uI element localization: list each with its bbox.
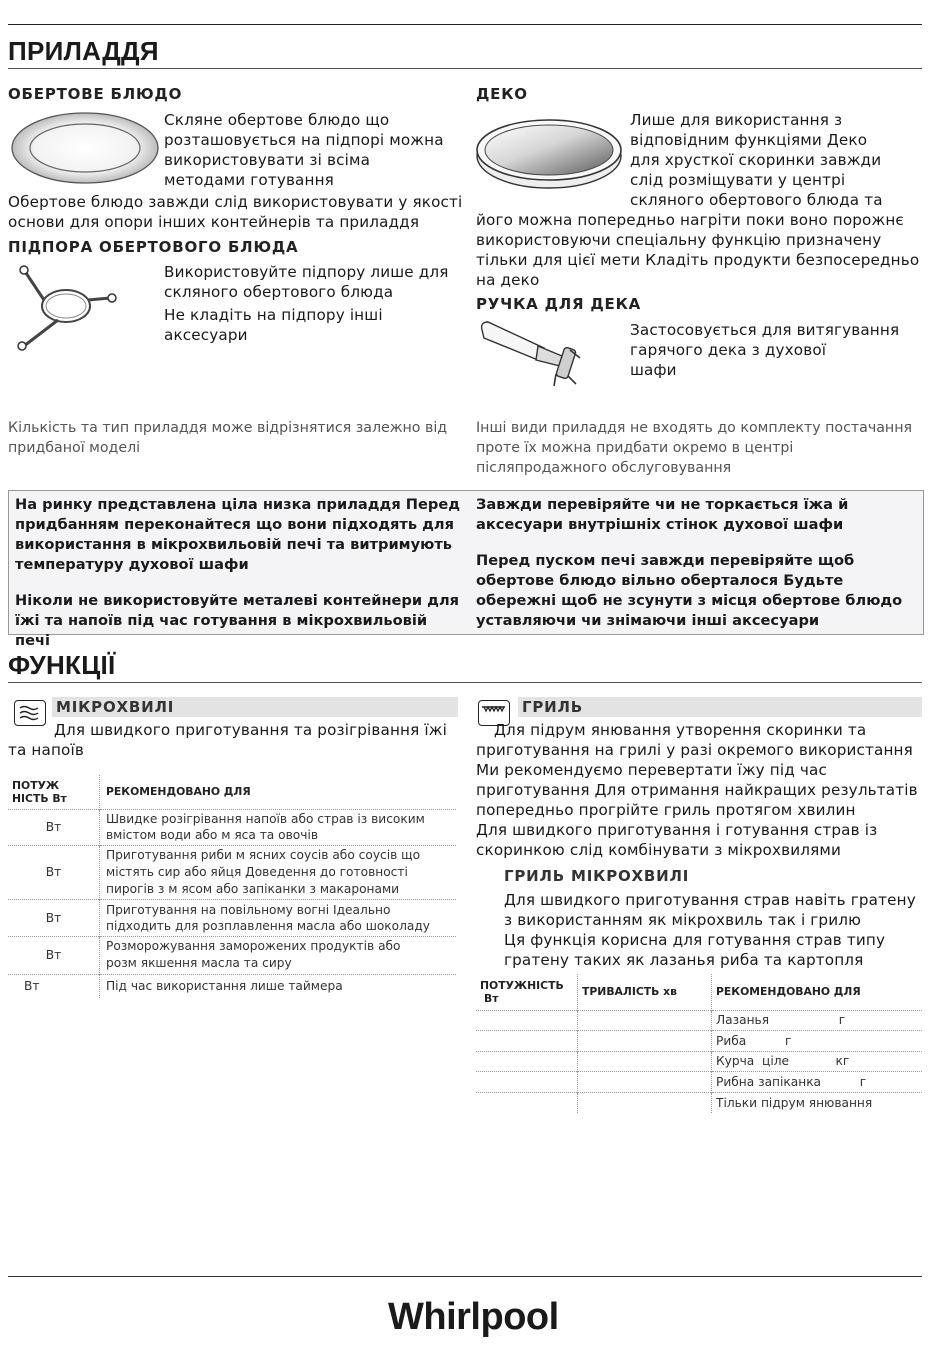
handle-heading: РУЧКА ДЛЯ ДЕКА: [476, 295, 642, 313]
table-row: Курча ціле кг: [476, 1051, 922, 1072]
turntable-support-image: [10, 260, 122, 352]
turntable-image: [10, 111, 160, 185]
section-rule: [8, 68, 922, 69]
warning-right: Завжди перевіряйте чи не торкається їжа й аксесуари внутрішніх стінок духової шафи Перед пуском печі завжди перевіряйте щоб обертове блюдо вільно оберталося Будьте обережні щоб не зсунути з місця обертове блюдо уставляючи чи знімаючи інші аксесуари: [476, 496, 903, 629]
column-header-power: ПОТУЖНІСТЬ Вт: [480, 978, 564, 1005]
note-left: Кількість та тип приладдя може відрізнятися залежно від придбаної моделі: [8, 420, 448, 456]
turntable-text-below: Обертове блюдо завжди слід використовувати у якості основи для опори інших контейнерів та приладдя: [8, 193, 463, 231]
top-rule: [8, 24, 922, 25]
grill-combo-table: [476, 974, 922, 1113]
grill-text: Для підрум янювання утворення скоринки та приготування на грилі у разі окремого використання Ми рекомендуємо перевертати їжу під час приготування Для отримання найкращих результатів попередньо прогрійте гриль протягом хвилин Для швидкого приготування і готування страв із скоринкою слід комбінувати з мікрохвилями: [476, 721, 918, 859]
footer-rule: [8, 1276, 922, 1277]
table-row: Риба г: [476, 1031, 922, 1052]
tray-handle-image: [478, 318, 588, 390]
column-header-recommended: РЕКОМЕНДОВАНО ДЛЯ: [712, 974, 923, 1010]
grill-heading: ГРИЛЬ: [518, 697, 922, 717]
table-row: Лазанья г: [476, 1010, 922, 1031]
crisp-tray-image: [474, 112, 624, 192]
table-row: Тільки підрум янювання: [476, 1092, 922, 1113]
column-header-power: ПОТУЖ НІСТЬ Вт: [12, 778, 67, 805]
warning-left: На ринку представлена ціла низка приладдя Перед придбанням переконайтеся що вони підходять для використання в мікрохвильовій печі та витримують температуру духової шафи Ніколи не використовуйте металеві контейнери для їжі та напоїв під час готування в мікрохвильовій печі: [15, 496, 461, 649]
warning-box: [8, 490, 924, 649]
table-row: Вт Приготування риби м ясних соусів або соусів що містять сир або яйця Доведення до готовності пирогів з м ясом або запіканки з макаронами: [8, 845, 456, 899]
microwave-heading: МІКРОХВИЛІ: [52, 697, 458, 717]
table-row: Вт Швидке розігрівання напоїв або страв із високим вмістом води або м яса та овочів: [8, 809, 456, 845]
support-text-1: Використовуйте підпору лише для скляного обертового блюда: [164, 263, 449, 301]
support-heading: ПІДПОРА ОБЕРТОВОГО БЛЮДА: [8, 238, 299, 256]
turntable-text-beside: Скляне обертове блюдо що розташовується на підпорі можна використовувати зі всіма методами готування: [164, 111, 444, 189]
support-text-2: Не кладіть на підпору інші аксесуари: [164, 306, 383, 344]
tray-text-beside: Лише для використання з відповідним функціями Деко для хрусткої скоринки завжди слід розміщувати у центрі скляного обертового блюда та: [630, 111, 883, 209]
section-rule: [8, 682, 922, 683]
column-header-recommended: РЕКОМЕНДОВАНО ДЛЯ: [100, 775, 457, 809]
tray-heading: ДЕКО: [476, 85, 528, 103]
table-row: Вт Розморожування заморожених продуктів або розм якшення масла та сиру: [8, 936, 456, 974]
section-title-accessories: ПРИЛАДДЯ: [8, 36, 159, 66]
note-right: Інші види приладдя не входять до комплекту постачання проте їх можна придбати окремо в центрі післяпродажного обслуговування: [476, 420, 913, 476]
column-header-duration: ТРИВАЛІСТЬ хв: [578, 974, 712, 1010]
table-row: Вт Приготування на повільному вогні Ідеально підходить для розплавлення масла або шоколаду: [8, 899, 456, 936]
table-row: Вт Під час використання лише таймера: [8, 974, 456, 998]
grill-combo-heading: ГРИЛЬ МІКРОХВИЛІ: [504, 867, 690, 885]
turntable-heading: ОБЕРТОВЕ БЛЮДО: [8, 85, 183, 103]
tray-text-below: його можна попередньо нагріти поки воно порожнє використовуючи спеціальну функцію призначену тільки для цієї мети Кладіть продукти безпосередньо на деко: [476, 211, 920, 289]
grill-combo-text: Для швидкого приготування страв навіть гратену з використанням як мікрохвиль так і грилю Ця функція корисна для готування страв типу гратену таких як лазанья риба та картопля: [504, 891, 916, 969]
microwave-power-table: [8, 775, 456, 998]
brand-logo: Whirlpool: [388, 1296, 559, 1338]
handle-text: Застосовується для витягування гарячого дека з духової шафи: [630, 321, 900, 379]
table-row: Рибна запіканка г: [476, 1072, 922, 1093]
section-title-functions: ФУНКЦІЇ: [8, 650, 116, 680]
microwave-intro: Для швидкого приготування та розігрівання їжі та напоїв: [8, 721, 447, 759]
